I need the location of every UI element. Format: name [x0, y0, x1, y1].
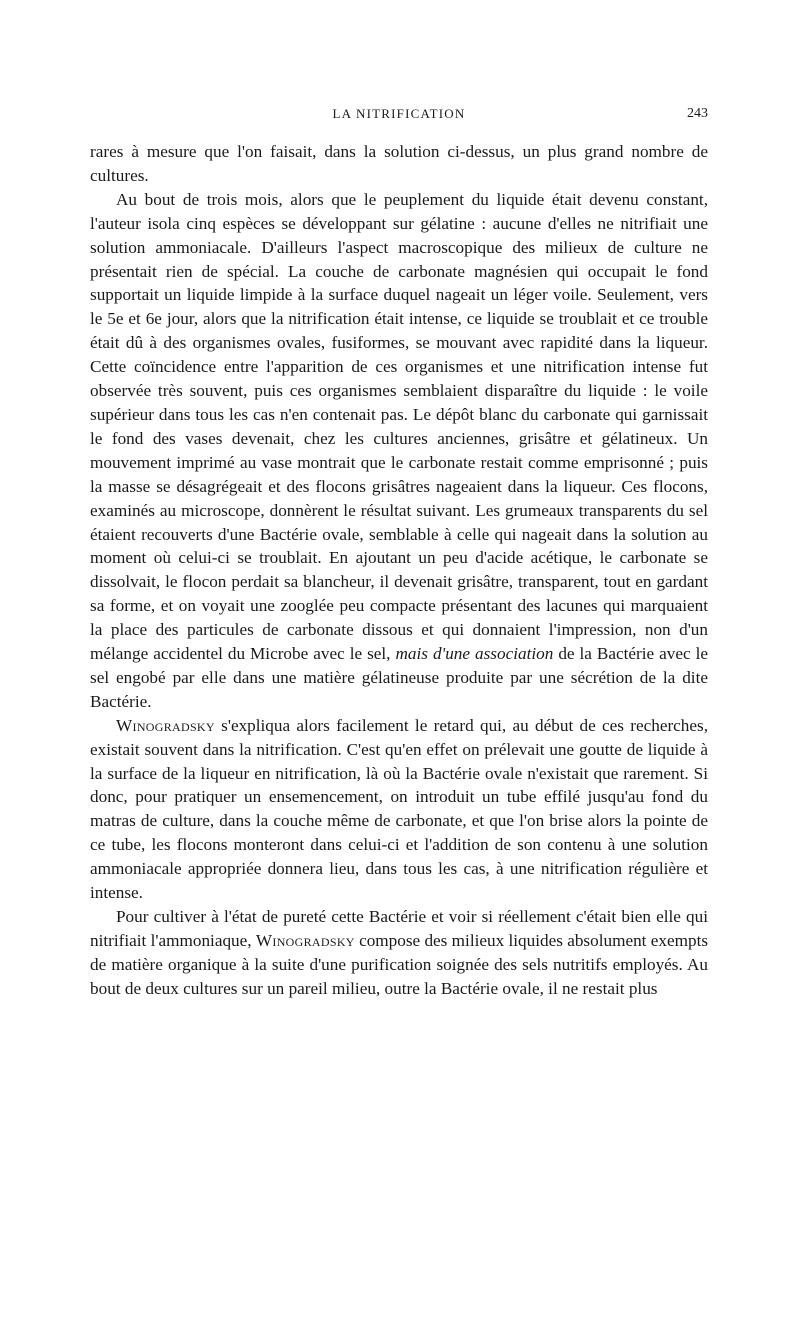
italic-phrase: mais d'une association — [395, 644, 554, 664]
page-header — [90, 106, 708, 130]
page-number: 243 — [687, 106, 708, 121]
paragraph-text: Pour cultiver à l'état de pureté cette Bactérie et voir si réellement c'était bien elle qui nitrifiait l'ammoniaque, — [90, 907, 708, 950]
paragraph-text: s'expliqua alors facilement le retard qui, au début de ces recherches, existait souvent dans la nitrification. C'est qu'en effet on prélevait une goutte de liquide à la surface de la liqueur en nitrification, là où la Bactérie ovale n'existait que rarement. Si donc, pour pratiquer un ensemencement, on introduit un tube effilé jusqu'au fond du matras de culture, dans la couche même de carbonate, et que l'on brise alors la pointe de ce tube, les flocons monteront dans celui-ci et l'addition de son contenu à une solution ammoniacale appropriée donnera lieu, dans tous les cas, à une nitrification régulière et intense. — [90, 715, 709, 903]
paragraph-explanation — [90, 714, 708, 905]
author-name: Winogradsky — [116, 715, 215, 735]
paragraph-text: rares à mesure que l'on faisait, dans la solution ci-dessus, un plus grand nombre de cultures. — [90, 142, 708, 185]
paragraph-text-tail: de la Bactérie avec le sel engobé par elle dans une matière gélatineuse produite par une sécrétion de la dite Bactérie. — [90, 644, 709, 711]
body-text — [90, 140, 708, 1001]
paragraph-observations — [90, 188, 708, 714]
author-name: Winogradsky — [255, 930, 355, 950]
paragraph-text-tail: compose des milieux liquides absolument exempts de matière organique à la suite d'une purification soignée des sels nutritifs employés. Au bout de deux cultures sur un pareil milieu, outre la Bactérie ovale, il ne restait plus — [90, 930, 709, 998]
running-title: LA NITRIFICATION — [332, 106, 466, 121]
paragraph-continuation — [90, 140, 708, 188]
paragraph-pure-culture — [90, 905, 708, 1001]
paragraph-text: Au bout de trois mois, alors que le peuplement du liquide était devenu constant, l'auteur isola cinq espèces se développant sur gélatine : aucune d'elles ne nitrifiait une solution ammoniacale. D'ailleurs l'aspect macroscopique des milieux de culture ne présentait rien de spécial. La couche de carbonate magnésien qui occupait le fond supportait un liquide limpide à la surface duquel nageait un léger voile. Seulement, vers le 5e et 6e jour, alors que la nitrification était intense, ce liquide se troublait et ce trouble était dû à des organismes ovales, fusiformes, se mouvant avec rapidité dans la liqueur. Cette coïncidence entre l'apparition de ces organismes et une nitrification intense fut observée très souvent, puis ces organismes semblaient disparaître du liquide : le voile supérieur dans tous les cas n'en contenait pas. Le dépôt blanc du carbonate qui garnissait le fond des vases devenait, chez les cultures anciennes, grisâtre et gélatineux. Un mouvement imprimé au vase montrait que le carbonate restait comme emprisonné ; puis la masse se désagrégeait et des flocons grisâtres nageaient dans la liqueur. Ces flocons, examinés au microscope, donnèrent le résultat suivant. Les grumeaux transparents du sel étaient recouverts d'une Bactérie ovale, semblable à celle qui nageait dans la solution au moment où celui-ci se troublait. En ajoutant un peu d'acide acétique, le carbonate se dissolvait, le flocon perdait sa blancheur, il devenait grisâtre, transparent, tout en gardant sa forme, et on voyait une zooglée peu compacte présentant des lacunes qui marquaient la place des particules de carbonate dissous et qui donnaient l'impression, non d'un mélange accidentel du Microbe avec le sel, — [90, 189, 708, 664]
